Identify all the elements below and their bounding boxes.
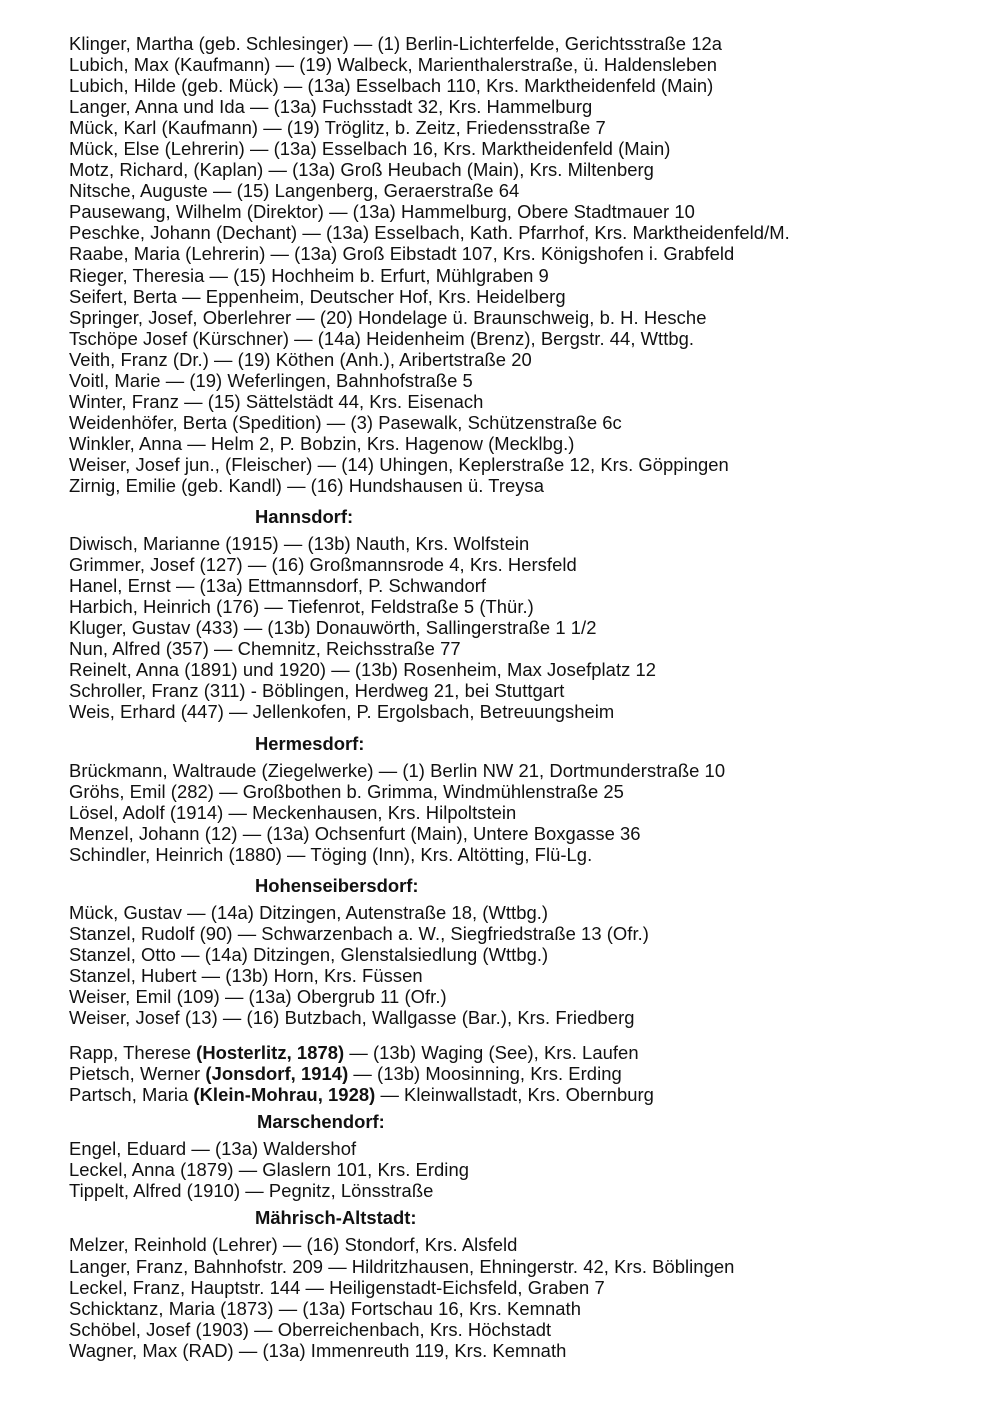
list-item: Winter, Franz — (15) Sättelstädt 44, Krs. Eisenach — [69, 390, 484, 412]
list-item: Weidenhöfer, Berta (Spedition) — (3) Pasewalk, Schützenstraße 6c — [69, 411, 622, 433]
list-item: Schicktanz, Maria (1873) — (13a) Fortschau 16, Krs. Kemnath — [69, 1297, 581, 1319]
document-page — [69, 33, 949, 1361]
list-item: Winkler, Anna — Helm 2, P. Bobzin, Krs. Hagenow (Mecklbg.) — [69, 432, 575, 454]
list-item: Gröhs, Emil (282) — Großbothen b. Grimma, Windmühlenstraße 25 — [69, 780, 624, 802]
list-item: Nitsche, Auguste — (15) Langenberg, Geraerstraße 64 — [69, 180, 520, 202]
list-item: Schindler, Heinrich (1880) — Töging (Inn), Krs. Altötting, Flü-Lg. — [69, 843, 593, 865]
mixed-origin-entry-list — [69, 1042, 949, 1105]
list-item: Stanzel, Rudolf (90) — Schwarzenbach a. W., Siegfriedstraße 13 (Ofr.) — [69, 922, 649, 944]
section-heading-marschendorf: Marschendorf: — [257, 1111, 385, 1133]
list-item: Pausewang, Wilhelm (Direktor) — (13a) Hammelburg, Obere Stadtmauer 10 — [69, 201, 695, 223]
list-item: Springer, Josef, Oberlehrer — (20) Hondelage ü. Braunschweig, b. H. Hesche — [69, 306, 707, 328]
section-list-hohenseibersdorf — [69, 902, 949, 1028]
list-item: Weis, Erhard (447) — Jellenkofen, P. Ergolsbach, Betreuungsheim — [69, 701, 615, 723]
section-heading-hannsdorf: Hannsdorf: — [255, 506, 354, 528]
list-item: Menzel, Johann (12) — (13a) Ochsenfurt (Main), Untere Boxgasse 36 — [69, 822, 641, 844]
entry-origin: (Hosterlitz, 1878) — [196, 1042, 345, 1064]
list-item: Weiser, Josef (13) — (16) Butzbach, Wallgasse (Bar.), Krs. Friedberg — [69, 1007, 635, 1029]
list-item: Brückmann, Waltraude (Ziegelwerke) — (1) Berlin NW 21, Dortmunderstraße 10 — [69, 759, 726, 781]
list-item: Tschöpe Josef (Kürschner) — (14a) Heidenheim (Brenz), Bergstr. 44, Wttbg. — [69, 327, 695, 349]
list-item: Klinger, Martha (geb. Schlesinger) — (1) Berlin-Lichterfelde, Gerichtsstraße 12a — [69, 33, 723, 54]
section-heading-hohenseibersdorf: Hohenseibersdorf: — [255, 874, 419, 896]
section-list-hermesdorf — [69, 760, 949, 865]
entry-address: — (13b) Moosinning, Krs. Erding — [348, 1063, 622, 1085]
list-item: Langer, Anna und Ida — (13a) Fuchsstadt 32, Krs. Hammelburg — [69, 96, 593, 118]
entry-origin: (Jonsdorf, 1914) — [205, 1063, 349, 1085]
list-item: Leckel, Franz, Hauptstr. 144 — Heiligenstadt-Eichsfeld, Graben 7 — [69, 1276, 605, 1298]
list-item: Peschke, Johann (Dechant) — (13a) Esselbach, Kath. Pfarrhof, Krs. Marktheidenfeld/M. — [69, 222, 790, 244]
entry-name: Rapp, Therese — [69, 1042, 197, 1064]
entry-name: Pietsch, Werner — [69, 1063, 206, 1085]
entry-address: — (13b) Waging (See), Krs. Laufen — [344, 1042, 639, 1064]
list-item: Mück, Gustav — (14a) Ditzingen, Autenstraße 18, (Wttbg.) — [69, 901, 549, 923]
list-item: Weiser, Josef jun., (Fleischer) — (14) Uhingen, Keplerstraße 12, Krs. Göppingen — [69, 453, 729, 475]
list-item: Harbich, Heinrich (176) — Tiefenrot, Feldstraße 5 (Thür.) — [69, 596, 534, 618]
list-item: Melzer, Reinhold (Lehrer) — (16) Stondorf, Krs. Alsfeld — [69, 1234, 518, 1256]
intro-entry-list — [69, 33, 949, 496]
list-item: Wagner, Max (RAD) — (13a) Immenreuth 119, Krs. Kemnath — [69, 1339, 567, 1361]
list-item: Stanzel, Otto — (14a) Ditzingen, Glenstalsiedlung (Wttbg.) — [69, 943, 549, 965]
list-item: Veith, Franz (Dr.) — (19) Köthen (Anh.), Aribertstraße 20 — [69, 348, 532, 370]
list-item: Zirnig, Emilie (geb. Kandl) — (16) Hundshausen ü. Treysa — [69, 474, 545, 496]
list-item: Engel, Eduard — (13a) Waldershof — [69, 1138, 357, 1160]
section-list-hannsdorf — [69, 533, 949, 722]
list-item: Lubich, Max (Kaufmann) — (19) Walbeck, Marienthalerstraße, ü. Haldensleben — [69, 54, 717, 76]
list-item — [69, 1084, 949, 1105]
entry-name: Partsch, Maria — [69, 1084, 194, 1106]
list-item: Raabe, Maria (Lehrerin) — (13a) Groß Eibstadt 107, Krs. Königshofen i. Grabfeld — [69, 243, 735, 265]
list-item: Tippelt, Alfred (1910) — Pegnitz, Lönsstraße — [69, 1180, 434, 1202]
list-item: Schöbel, Josef (1903) — Oberreichenbach, Krs. Höchstadt — [69, 1318, 552, 1340]
list-item: Lubich, Hilde (geb. Mück) — (13a) Esselbach 110, Krs. Marktheidenfeld (Main) — [69, 75, 714, 97]
list-item — [69, 1042, 949, 1063]
list-item: Mück, Else (Lehrerin) — (13a) Esselbach 16, Krs. Marktheidenfeld (Main) — [69, 138, 671, 160]
section-list-maehrisch-altstadt — [69, 1234, 949, 1360]
list-item — [69, 1063, 949, 1084]
list-item: Reinelt, Anna (1891) und 1920) — (13b) Rosenheim, Max Josefplatz 12 — [69, 659, 657, 681]
list-item: Voitl, Marie — (19) Weferlingen, Bahnhofstraße 5 — [69, 369, 473, 391]
list-item: Hanel, Ernst — (13a) Ettmannsdorf, P. Schwandorf — [69, 575, 487, 597]
list-item: Diwisch, Marianne (1915) — (13b) Nauth, Krs. Wolfstein — [69, 533, 530, 555]
list-item: Weiser, Emil (109) — (13a) Obergrub 11 (Ofr.) — [69, 986, 447, 1008]
list-item: Nun, Alfred (357) — Chemnitz, Reichsstraße 77 — [69, 638, 461, 660]
list-item: Lösel, Adolf (1914) — Meckenhausen, Krs. Hilpoltstein — [69, 801, 517, 823]
list-item: Grimmer, Josef (127) — (16) Großmannsrode 4, Krs. Hersfeld — [69, 554, 577, 576]
list-item: Kluger, Gustav (433) — (13b) Donauwörth, Sallingerstraße 1 1/2 — [69, 617, 597, 639]
list-item: Langer, Franz, Bahnhofstr. 209 — Hildritzhausen, Ehningerstr. 42, Krs. Böblingen — [69, 1255, 735, 1277]
list-item: Leckel, Anna (1879) — Glaslern 101, Krs. Erding — [69, 1159, 470, 1181]
list-item: Rieger, Theresia — (15) Hochheim b. Erfurt, Mühlgraben 9 — [69, 264, 549, 286]
list-item: Mück, Karl (Kaufmann) — (19) Tröglitz, b. Zeitz, Friedensstraße 7 — [69, 117, 606, 139]
list-item: Seifert, Berta — Eppenheim, Deutscher Hof, Krs. Heidelberg — [69, 285, 566, 307]
list-item: Schroller, Franz (311) - Böblingen, Herdweg 21, bei Stuttgart — [69, 680, 565, 702]
entry-address: — Kleinwallstadt, Krs. Obernburg — [375, 1084, 654, 1106]
section-heading-hermesdorf: Hermesdorf: — [255, 732, 365, 754]
list-item: Motz, Richard, (Kaplan) — (13a) Groß Heubach (Main), Krs. Miltenberg — [69, 159, 654, 181]
list-item: Stanzel, Hubert — (13b) Horn, Krs. Füssen — [69, 964, 423, 986]
section-heading-maehrisch-altstadt: Mährisch-Altstadt: — [255, 1207, 417, 1229]
entry-origin: (Klein-Mohrau, 1928) — [193, 1084, 376, 1106]
section-list-marschendorf — [69, 1138, 949, 1201]
